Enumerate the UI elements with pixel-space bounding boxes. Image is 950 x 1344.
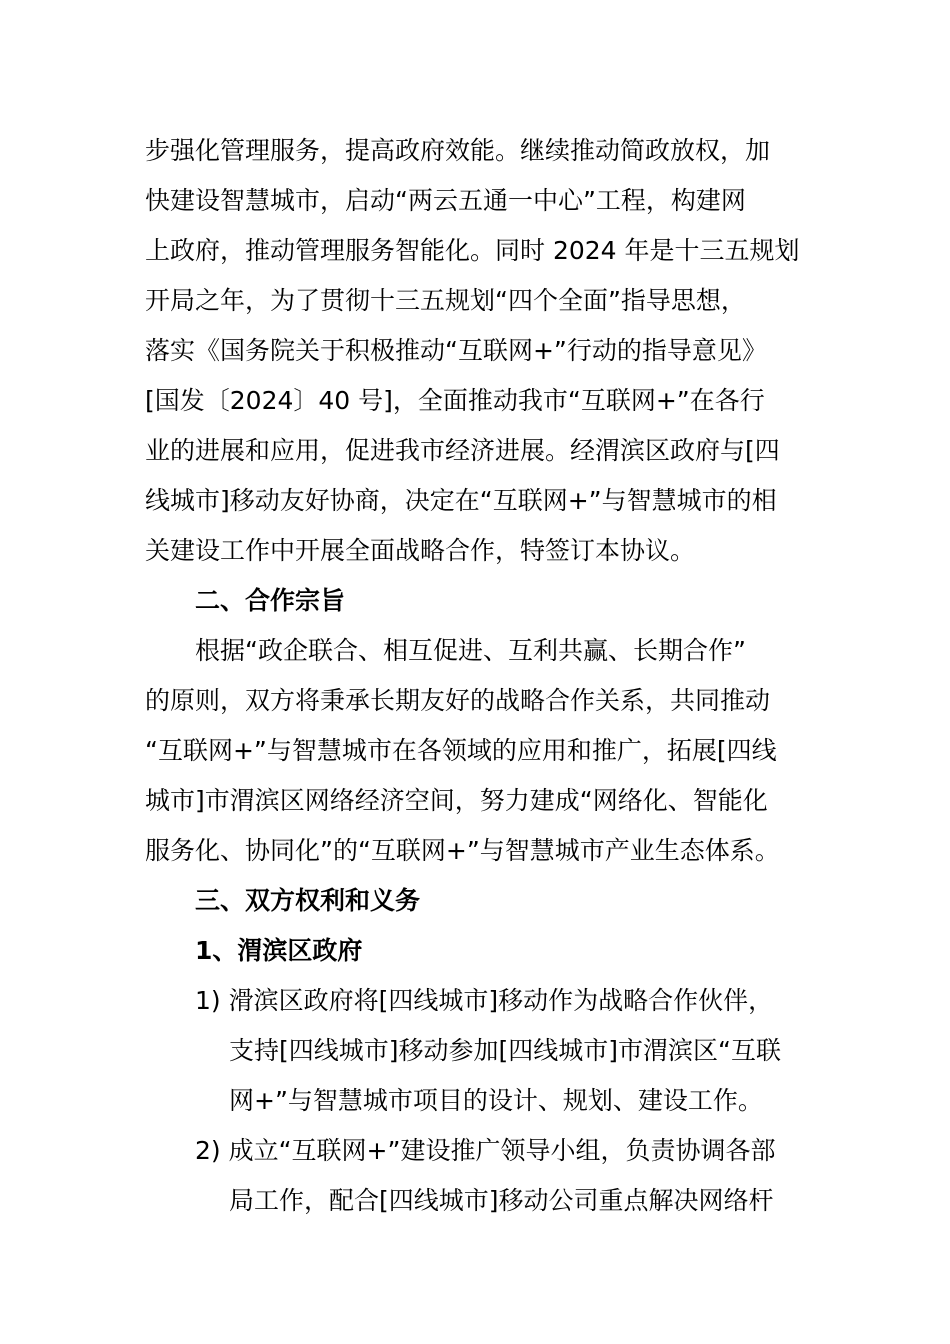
list-item-line: 网+”与智慧城市项目的设计、规划、建设工作。 bbox=[229, 1086, 763, 1115]
body-text-line: 业的进展和应用，促进我市经济进展。经渭滨区政府与[四 bbox=[145, 436, 780, 465]
section-heading: 三、双方权利和义务 bbox=[195, 886, 421, 915]
section-heading: 二、合作宗旨 bbox=[195, 586, 346, 615]
list-item-line: 局工作，配合[四线城市]移动公司重点解决网络杆 bbox=[229, 1186, 774, 1215]
list-item-line: 1) 滑滨区政府将[四线城市]移动作为战略合作伙伴， bbox=[195, 986, 774, 1015]
body-text-line: 的原则，双方将秉承长期友好的战略合作关系，共同推动 bbox=[145, 686, 771, 715]
list-item-line: 支持[四线城市]移动参加[四线城市]市渭滨区“互联 bbox=[229, 1036, 781, 1065]
body-text-line: 城市]市渭滨区网络经济空间，努力建成“网络化、智能化 bbox=[145, 786, 768, 815]
body-text-line: 落实《国务院关于积极推动“互联网+”行动的指导意见》 bbox=[145, 336, 767, 365]
list-item-line: 2) 成立“互联网+”建设推广领导小组，负责协调各部 bbox=[195, 1136, 776, 1165]
body-text-line: 步强化管理服务，提高政府效能。继续推动简政放权，加 bbox=[145, 136, 771, 165]
body-text-line: 线城市]移动友好协商，决定在“互联网+”与智慧城市的相 bbox=[145, 486, 777, 515]
body-text-line: 关建设工作中开展全面战略合作，特签订本协议。 bbox=[145, 536, 696, 565]
body-text-line: 根据“政企联合、相互促进、互利共赢、长期合作” bbox=[195, 636, 746, 665]
body-text-line: [国发〔2024〕40 号]，全面推动我市“互联网+”在各行 bbox=[145, 386, 765, 415]
subsection-heading: 1、渭滨区政府 bbox=[195, 936, 363, 965]
body-text-line: “互联网+”与智慧城市在各领域的应用和推广，拓展[四线 bbox=[145, 736, 777, 765]
body-text-line: 快建设智慧城市，启动“两云五通一中心”工程，构建网 bbox=[145, 186, 746, 215]
body-text-line: 开局之年，为了贯彻十三五规划“四个全面”指导思想， bbox=[145, 286, 746, 315]
body-text-line: 服务化、协同化”的“互联网+”与智慧城市产业生态体系。 bbox=[145, 836, 780, 865]
body-text-line: 上政府，推动管理服务智能化。同时 2024 年是十三五规划 bbox=[145, 236, 800, 265]
